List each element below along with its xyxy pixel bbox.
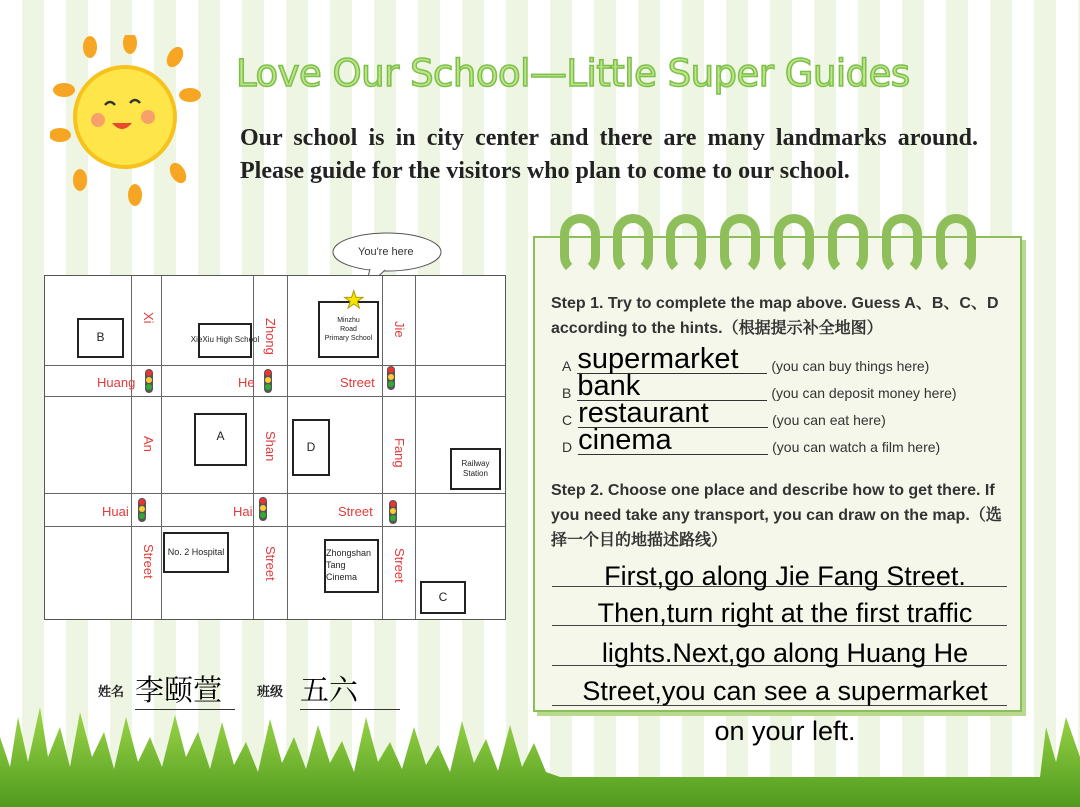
place-b: B [77,318,124,358]
step1-instructions: Step 1. Try to complete the map above. Guess A、B、C、D according to the hints.（根据提示补全地图） [551,295,999,337]
traffic-light-icon [264,369,272,393]
intro-text: Our school is in city center and there are many landmarks around. Please guide for the visitors who plan to come to our school. [240,125,978,184]
route-line[interactable]: on your left. [714,716,856,746]
street-label: Huang [97,375,136,390]
street-label: Huai [102,504,129,519]
traffic-light-icon [389,500,397,524]
street-label: Shan [263,431,278,462]
place-a: A [194,413,247,466]
street-label: Xi [141,312,156,324]
street-label: Fang [392,438,407,468]
traffic-light-icon [259,497,267,521]
railway-station: Railway Station [450,448,501,490]
minzhu-road-primary-school: Minzhu Road Primary School [318,301,379,358]
route-line[interactable]: lights.Next,go along Huang He [601,638,969,668]
name-label: 姓名 [98,684,125,699]
street-label: Street [338,504,373,519]
street-label: Jie [392,321,407,338]
street-label: Zhong [263,318,278,355]
ring-icon [936,214,976,276]
route-line[interactable]: First,go along Jie Fang Street. [604,561,966,591]
page-title: Love Our School—Little Super Guides [236,52,910,95]
street-label: Street [340,375,375,390]
grass-decoration [0,697,1080,807]
ring-icon [613,214,653,276]
place-d: D [292,419,330,476]
step2-instructions: Step 2. Choose one place and describe how to get there. If you need take any transport, you can draw on the map.（选择一个目的地描述路线） [551,482,1002,549]
street-label: Hai [233,504,253,519]
answer-field[interactable]: restaurant [578,400,768,428]
answer-row-a: A supermarket (you can buy things here) [562,343,930,375]
street-label: He [238,375,255,390]
class-label: 班级 [257,684,284,699]
street-label: Street [392,548,407,583]
xiexiu-high-school: XieXiu High School [198,323,252,358]
place-c: C [420,581,466,614]
sun-illustration [50,35,210,210]
star-icon: ★ [343,287,365,314]
ring-icon [720,214,760,276]
route-line[interactable]: Street,you can see a supermarket [582,676,988,706]
answer-row-d: D cinema (you can watch a film here) [562,424,941,456]
route-line[interactable]: Then,turn right at the first traffic [597,598,973,628]
no2-hospital: No. 2 Hospital [163,532,229,573]
ring-icon [774,214,814,276]
ring-icon [666,214,706,276]
answer-field[interactable]: bank [577,373,767,401]
traffic-light-icon [387,366,395,390]
street-label: Street [263,546,278,581]
street-label: Street [141,544,156,579]
student-name[interactable]: 李颐萱 [135,668,235,710]
bubble-text: You're here [358,246,414,258]
traffic-light-icon [138,498,146,522]
answer-field[interactable]: supermarket [577,346,767,374]
zhongshan-tang-cinema: Zhongshan Tang Cinema [324,539,379,593]
answer-row-c: C restaurant (you can eat here) [562,397,886,429]
map [44,275,506,620]
ring-icon [828,214,868,276]
answer-row-b: B bank (you can deposit money here) [562,370,957,402]
student-class[interactable]: 五六 [300,668,400,710]
answer-field[interactable]: cinema [578,427,768,455]
ring-icon [882,214,922,276]
traffic-light-icon [145,369,153,393]
street-label: An [141,436,156,452]
ring-icon [560,214,600,276]
